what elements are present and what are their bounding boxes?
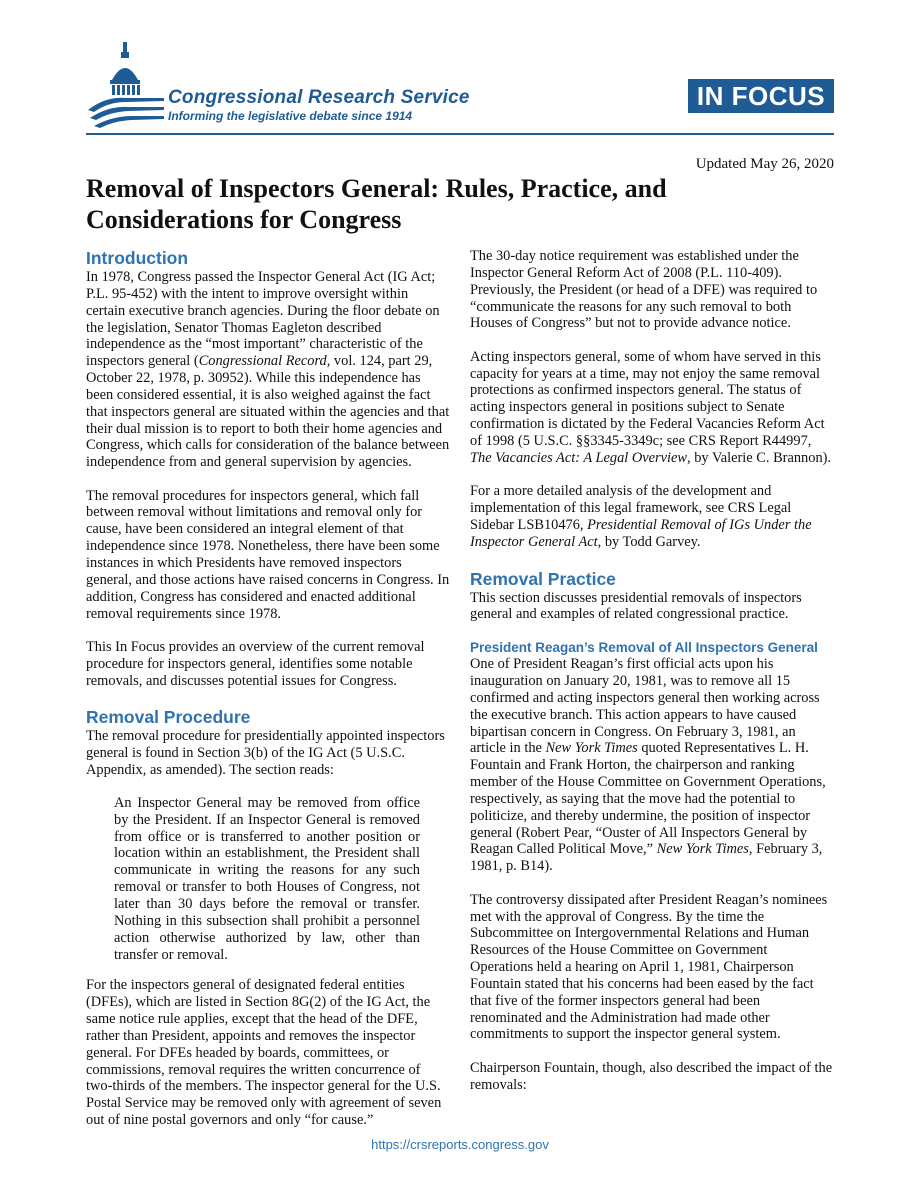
in-focus-badge: IN FOCUS	[688, 79, 834, 113]
reagan-paragraph-1: One of President Reagan’s first official acts upon his inauguration on January 20, 1981, was to remove all 15 confirmed and acting inspectors general then working across the executive branch. This action appears to have caused bipartisan concern in Congress. On February 3, 1981, an article in the New York Times quoted Representatives L. H. Fountain and Frank Horton, the chairperson and ranking member of the House Committee on Government Operations, respectively, as saying that the move had the potential to politicize, and thereby undermine, the position of inspector general (Robert Pear, “Ouster of All Inspectors General by Reagan Called Political Move,” New York Times, February 3, 1981, p. B14).	[470, 656, 826, 875]
reagan-paragraph-2: The controversy dissipated after President Reagan’s nominees met with the approval of Congress. By the time the Subcommittee on Intergovernmental Relations and Human Resources of the House Committee on Government Operations held a hearing on April 1, 1981, Chairperson Fountain stated that his concerns had been eased by the fact that five of the former inspectors general had been renominated and the Administration had made other commitments to support the inspector general system.	[470, 891, 828, 1043]
heading-removal-practice: Removal Practice	[470, 568, 616, 589]
updated-date: Updated May 26, 2020	[695, 156, 834, 172]
left-column	[86, 248, 450, 1129]
intro-paragraph-1: In 1978, Congress passed the Inspector General Act (IG Act; P.L. 95-452) with the intent to improve oversight within certain executive branch agencies. During the floor debate on the legislation, Senator Thomas Eagleton described independence as the “most important” characteristic of the inspectors general (Congressional Record, vol. 124, part 29, October 22, 1978, p. 30952). While this independence has been considered essential, it is also weighed against the fact that inspectors general are situated within the agencies and that their dual mission is to report to both their home agencies and Congress, which calls for consideration of the balance between independence from and general supervision by agencies.	[86, 269, 450, 471]
page-header	[86, 40, 834, 136]
heading-removal-procedure: Removal Procedure	[86, 707, 251, 728]
brand	[168, 87, 470, 124]
intro-paragraph-3: This In Focus provides an overview of the current removal procedure for inspectors general, identifies some notable removals, and discusses potential issues for Congress.	[86, 638, 425, 689]
legal-sidebar-paragraph: For a more detailed analysis of the development and implementation of this legal framework, see CRS Legal Sidebar LSB10476, Presidential Removal of IGs Under the Inspector General Act, by Todd Garvey.	[470, 483, 812, 550]
acting-ig-paragraph: Acting inspectors general, some of whom have served in this capacity for years at a time, may not enjoy the same removal protections as confirmed inspectors general. The status of acting inspectors general in positions subject to Senate confirmation is dictated by the Federal Vacancies Reform Act of 1998 (5 U.S.C. §§3345-3349c; see CRS Report R44997, The Vacancies Act: A Legal Overview, by Valerie C. Brannon).	[470, 348, 832, 466]
right-column	[470, 248, 834, 1093]
capitol-dome-icon	[86, 40, 166, 132]
heading-introduction: Introduction	[86, 248, 189, 268]
procedure-paragraph-1: The removal procedure for presidentially appointed inspectors general is found in Section 3(b) of the IG Act (5 U.S.C. Appendix, as amended). The section reads:	[86, 728, 445, 779]
footer-url[interactable]: https://crsreports.congress.gov	[371, 1137, 549, 1152]
procedure-paragraph-2: For the inspectors general of designated federal entities (DFEs), which are listed in Section 8G(2) of the IG Act, the same notice rule applies, except that the head of the DFE, rather than President, appoints and removes the inspector general. For DFEs headed by boards, committees, or commissions, removal requires the written concurrence of two-thirds of the members. The inspector general for the U.S. Postal Service may be removed only with agreement of seven out of nine postal governors and only “for cause.”	[86, 977, 442, 1129]
practice-paragraph: This section discusses presidential removals of inspectors general and examples of related congressional practice.	[470, 589, 802, 623]
intro-paragraph-2: The removal procedures for inspectors general, which fall between removal without limitations and removal only for cause, have been considered an integral element of that independence since 1978. Nonetheless, there have been some instances in which Presidents have removed inspectors general, and those actions have raised concerns in Congress. In addition, Congress has considered and enacted additional removal requirements since 1978.	[86, 487, 450, 622]
notice-paragraph: The 30-day notice requirement was established under the Inspector General Reform Act of 2008 (P.L. 110-409). Previously, the President (or head of a DFE) was required to “communicate the reasons for any such removal to both Houses of Congress” but not to provide advance notice.	[470, 248, 818, 332]
statute-quote: An Inspector General may be removed from office by the President. If an Inspector General is removed from office or is transferred to another position or location within an establishment, the President shall communicate in writing the reasons for any such removal or transfer to both Houses of Congress, not later than 30 days before the removal or transfer. Nothing in this subsection shall prohibit a personnel action otherwise authorized by law, other than transfer or removal.	[114, 794, 420, 963]
header-divider	[86, 133, 834, 135]
brand-tagline: Informing the legislative debate since 1914	[168, 109, 413, 123]
reagan-paragraph-3: Chairperson Fountain, though, also described the impact of the removals:	[470, 1059, 833, 1093]
heading-reagan-removal: President Reagan’s Removal of All Inspectors General	[470, 639, 818, 655]
page-title: Removal of Inspectors General: Rules, Practice, and Considerations for Congress	[86, 174, 667, 234]
brand-name: Congressional Research Service	[168, 87, 470, 108]
